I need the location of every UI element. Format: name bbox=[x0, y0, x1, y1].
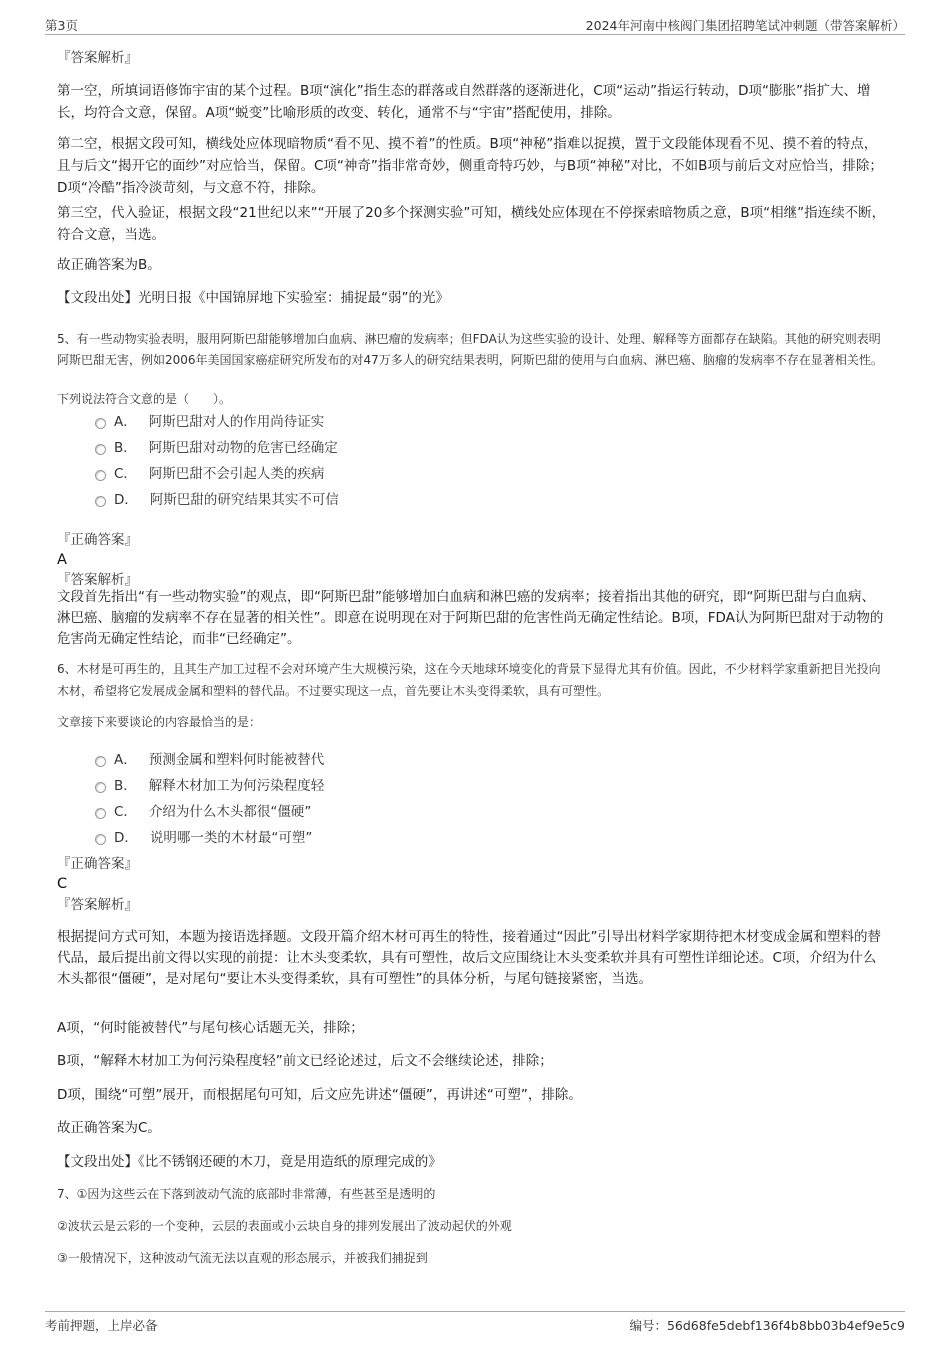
document-code bbox=[629, 1316, 905, 1334]
radio-icon[interactable] bbox=[95, 470, 106, 481]
page-footer bbox=[45, 1311, 905, 1336]
option-a[interactable]: A． 预测金属和塑料何时能被替代 bbox=[95, 745, 324, 771]
code-value: 56d68fe5debf136f4b8bb03b4ef9e5c9 bbox=[666, 1318, 905, 1333]
question-line: ②波状云是云彩的一个变种，云层的表面或小云块自身的排列发展出了波动起伏的外观 bbox=[57, 1219, 512, 1233]
option-d[interactable]: D． 说明哪一类的木材最“可塑” bbox=[95, 823, 324, 849]
answer-conclusion: 故正确答案为C。 bbox=[57, 1120, 161, 1136]
radio-icon[interactable] bbox=[95, 418, 106, 429]
analysis-paragraph: 第三空，代入验证，根据文段“21世纪以来”“开展了20多个探测实验”可知，横线处应体现在不停探索暗物质之意，B项“相继”指连续不断，符合文意，当选。 bbox=[57, 205, 886, 243]
answer-conclusion: 故正确答案为B。 bbox=[57, 257, 161, 273]
analysis-tag: 『答案解析』 bbox=[57, 50, 138, 66]
option-list bbox=[95, 745, 324, 849]
correct-answer-tag: 『正确答案』 bbox=[57, 532, 138, 548]
radio-icon[interactable] bbox=[95, 782, 106, 793]
radio-icon[interactable] bbox=[95, 444, 106, 455]
radio-icon[interactable] bbox=[95, 808, 106, 819]
correct-answer: C bbox=[57, 876, 68, 892]
question-prompt: 文章接下来要谈论的内容最恰当的是： bbox=[57, 715, 262, 729]
radio-icon[interactable] bbox=[95, 834, 106, 845]
analysis-paragraph: 根据提问方式可知，本题为接语选择题。文段开篇介绍木材可再生的特性，接着通过“因此”引导出材料学家期待把木材变成金属和塑料的替代品，最后提出前文得以实现的前提：让木头变柔软，具有可塑性，故后文应围绕让木头变柔软并具有可塑性详细论述。C项，介绍为什么木头都很“僵硬”，是对尾句“要让木头变得柔软，具有可塑性”的具体分析，与尾句链接紧密，当选。 bbox=[57, 929, 881, 987]
radio-icon[interactable] bbox=[95, 496, 106, 507]
correct-answer-tag: 『正确答案』 bbox=[57, 856, 138, 872]
analysis-paragraph: 第二空，根据文段可知，横线处应体现暗物质“看不见、摸不着”的性质。B项“神秘”指难以捉摸，置于文段能体现看不见、摸不着的特点，且与后文“揭开它的面纱”对应恰当，保留。C项“神奇”指非常奇妙，侧重奇特巧妙，与B项“神秘”对比，不如B项与前后文对应恰当，排除；D项“冷酷”指冷淡苛刻，与文意不符，排除。 bbox=[57, 136, 883, 196]
analysis-paragraph: D项，围绕“可塑”展开，而根据尾句可知，后文应先讲述“僵硬”，再讲述“可塑”，排除。 bbox=[57, 1087, 582, 1103]
option-c[interactable]: C． 介绍为什么木头都很“僵硬” bbox=[95, 797, 324, 823]
code-label: 编号： bbox=[629, 1318, 667, 1333]
question-line: 7、①因为这些云在下落到波动气流的底部时非常薄，有些甚至是透明的 bbox=[57, 1187, 436, 1201]
correct-answer: A bbox=[57, 552, 67, 568]
option-list bbox=[95, 407, 339, 511]
radio-icon[interactable] bbox=[95, 756, 106, 767]
option-b[interactable]: B． 解释木材加工为何污染程度轻 bbox=[95, 771, 324, 797]
option-c[interactable]: C． 阿斯巴甜不会引起人类的疾病 bbox=[95, 459, 339, 485]
option-b[interactable]: B． 阿斯巴甜对动物的危害已经确定 bbox=[95, 433, 339, 459]
question-prompt: 下列说法符合文意的是（ ）。 bbox=[57, 392, 232, 406]
analysis-tag: 『答案解析』 bbox=[57, 572, 138, 588]
analysis-paragraph: B项，“解释木材加工为何污染程度轻”前文已经论述过，后文不会继续论述，排除； bbox=[57, 1053, 553, 1069]
question-stem: 6、木材是可再生的，且其生产加工过程不会对环境产生大规模污染，这在今天地球环境变化的背景下显得尤其有价值。因此，不少材料学家重新把目光投向木材，希望将它发展成金属和塑料的替代品。不过要实现这一点，首先要让木头变得柔软，具有可塑性。 bbox=[57, 662, 881, 698]
analysis-tag: 『答案解析』 bbox=[57, 897, 138, 913]
document-title: 2024年河南中核阀门集团招聘笔试冲刺题（带答案解析） bbox=[585, 18, 905, 33]
question-stem: 5、有一些动物实验表明，服用阿斯巴甜能够增加白血病、淋巴瘤的发病率；但FDA认为这些实验的设计、处理、解释等方面都存在缺陷。其他的研究则表明阿斯巴甜无害，例如2006年美国国家癌症研究所发布的对47万多人的研究结果表明，阿斯巴甜的使用与白血病、淋巴癌、脑瘤的发病率不存在显著相关性。 bbox=[57, 332, 883, 367]
source-citation: 【文段出处】《比不锈钢还硬的木刀，竟是用造纸的原理完成的》 bbox=[57, 1154, 442, 1170]
source-citation: 【文段出处】光明日报《中国锦屏地下实验室：捕捉最“弱”的光》 bbox=[57, 290, 449, 306]
analysis-paragraph: 第一空，所填词语修饰宇宙的某个过程。B项“演化”指生态的群落或自然群落的逐渐进化，C项“运动”指运行转动，D项“膨胀”指扩大、增长，均符合文意，保留。A项“蜕变”比喻形质的改变、转化，通常不与“宇宙”搭配使用，排除。 bbox=[57, 83, 871, 121]
option-d[interactable]: D． 阿斯巴甜的研究结果其实不可信 bbox=[95, 485, 339, 511]
page-number: 第3页 bbox=[45, 18, 78, 33]
analysis-paragraph: A项，“何时能被替代”与尾句核心话题无关，排除； bbox=[57, 1020, 364, 1036]
option-a[interactable]: A． 阿斯巴甜对人的作用尚待证实 bbox=[95, 407, 339, 433]
analysis-paragraph: 文段首先指出“有一些动物实验”的观点，即“阿斯巴甜”能够增加白血病和淋巴癌的发病率；接着指出其他的研究，即“阿斯巴甜与白血病、淋巴癌、脑瘤的发病率不存在显著的相关性”。即意在说明现在对于阿斯巴甜的危害性尚无确定性结论。B项，FDA认为阿斯巴甜对于动物的危害尚无确定性结论，而非“已经确定”。 bbox=[57, 589, 884, 647]
footer-slogan: 考前押题，上岸必备 bbox=[45, 1318, 158, 1333]
page-header bbox=[45, 14, 905, 35]
question-line: ③一般情况下，这种波动气流无法以直观的形态展示，并被我们捕捉到 bbox=[57, 1251, 428, 1265]
